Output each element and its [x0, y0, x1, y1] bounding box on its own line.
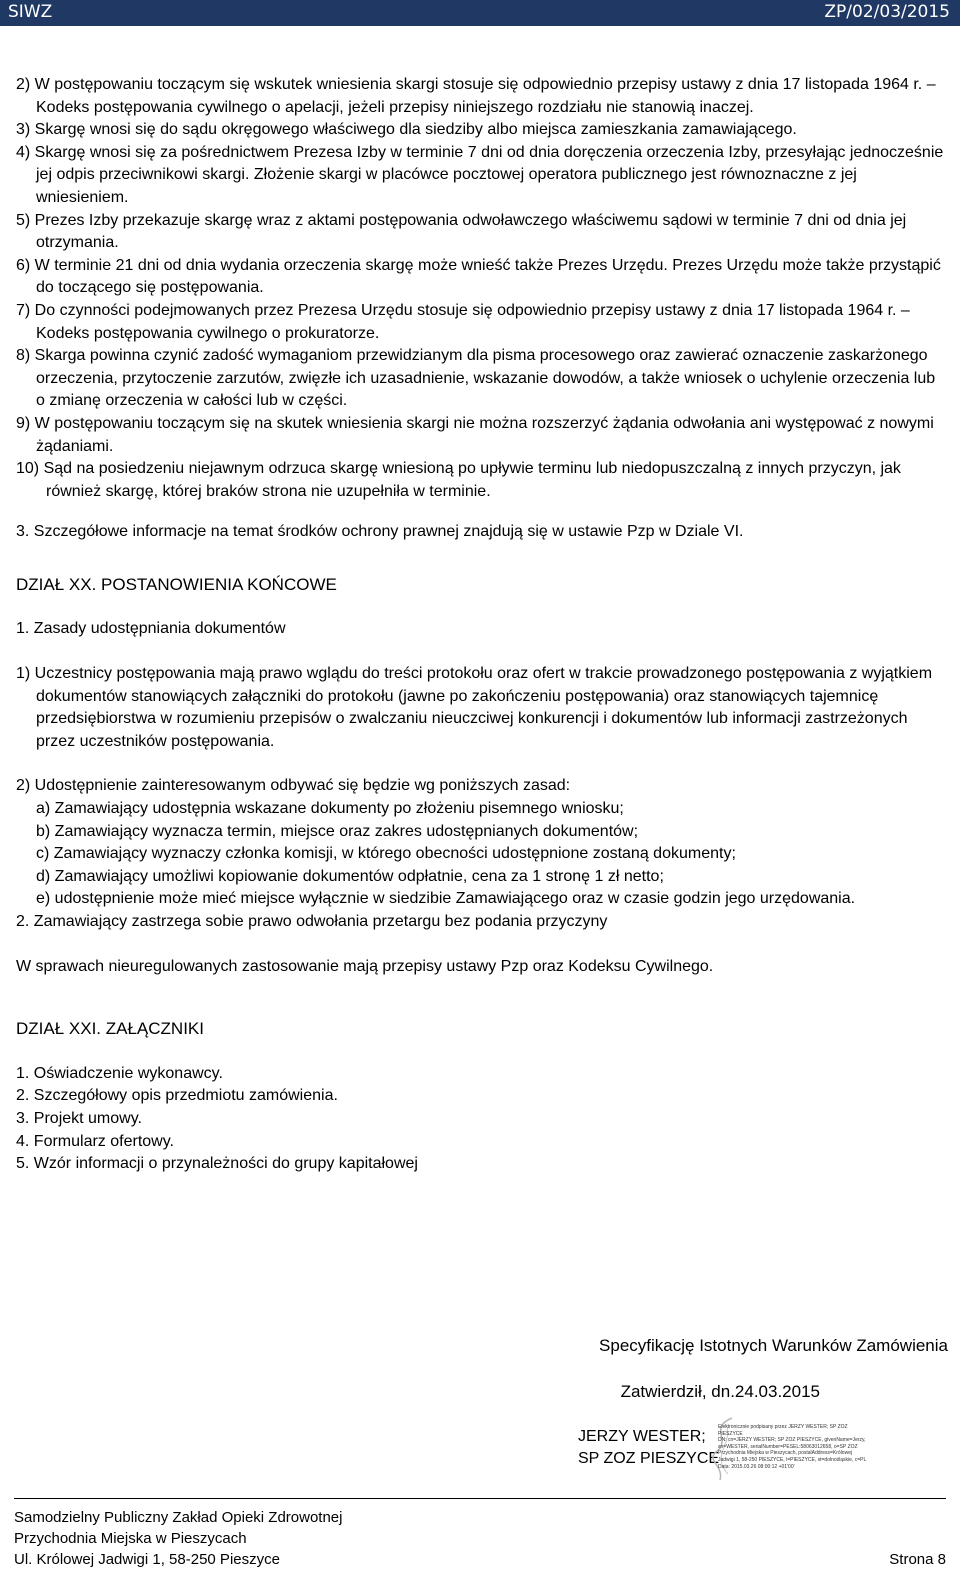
access-rule-2d: d) Zamawiający umożliwi kopiowanie dokumentów odpłatnie, cena za 1 stronę 1 zł netto; — [36, 867, 664, 885]
paragraph-6: 6) W terminie 21 dni od dnia wydania orzeczenia skargę może wnieść także Prezes Urzędu. Prezes Urzędu może także przystąpić do toczącego się postępowania. — [16, 256, 941, 297]
legal-remedies-note: 3. Szczegółowe informacje na temat środków ochrony prawnej znajdują się w ustawie Pzp w Dziale VI. — [16, 523, 744, 541]
signature-detail-line: DN: cn=JERZY WESTER; SP ZOZ PIESZYCE, givenName=Jerzy, — [718, 1437, 866, 1444]
signature-detail-line: Przychodnia Miejska w Pieszycach, postalAddress=Królowej — [718, 1450, 853, 1457]
signature-detail-line: Jadwigi 1, 58-250 PIESZYCE, l=PIESZYCE, st=dolnośląskie, c=PL — [718, 1456, 867, 1463]
paragraph-10: 10) Sąd na posiedzeniu niejawnym odrzuca skargę wniesioną po upływie terminu lub niedopuszczalną z innych przyczyn, jak również skargę, której braków strona nie uzupełniła w terminie. — [16, 460, 901, 500]
digital-signature-details — [718, 1424, 950, 1470]
document-body — [16, 74, 946, 1176]
footer-clinic: Przychodnia Miejska w Pieszycach — [14, 1530, 247, 1547]
access-rule-1: 1) Uczestnicy postępowania mają prawo wglądu do treści protokołu oraz ofert w trakcie prowadzonego postępowania z wyjątkiem dokumentów stanowiących załączniki do protokołu (jawne po zakończeniu postępowania) oraz stanowiących tajemnicę przedsiębiorstwa w rozumieniu przepisów o zwalczaniu nieuczciwej konkurencji i dokumentów lub informacji zastrzeżonych przez uczestników postępowania. — [16, 665, 933, 750]
section-21-heading: DZIAŁ XXI. ZAŁĄCZNIKI — [16, 1019, 204, 1039]
paragraph-4: 4) Skargę wnosi się za pośrednictwem Prezesa Izby w terminie 7 dni od dnia doręczenia orzeczenia Izby, przesyłając jednocześnie jej odpis przeciwnikowi skargi. Złożenie skargi w placówce pocztowej operatora publicznego jest równoznaczne z jej wniesieniem. — [16, 143, 944, 206]
paragraph-5: 5) Prezes Izby przekazuje skargę wraz z aktami postępowania odwoławczego właściwemu sądowi w terminie 7 dni od dnia jej otrzymania. — [16, 211, 907, 252]
section-20-heading: DZIAŁ XX. POSTANOWIENIA KOŃCOWE — [16, 574, 337, 594]
signature-detail-line: sn=WESTER, serialNumber=PESEL:58063012658, o=SP ZOZ — [718, 1443, 858, 1450]
signature-detail-line: Data: 2015.03.26 08:00:12 +01'00' — [718, 1463, 795, 1470]
attachment-item: 3. Projekt umowy. — [16, 1109, 142, 1127]
access-rule-2a: a) Zamawiający udostępnia wskazane dokumenty po złożeniu pisemnego wniosku; — [36, 800, 624, 818]
signer-name — [578, 1426, 719, 1470]
page-number: Strona 8 — [889, 1551, 946, 1568]
access-rule-2e: e) udostępnienie może mieć miejsce wyłącznie w siedzibie Zamawiającego oraz w czasie godzin jego urzędowania. — [36, 890, 856, 908]
page-header — [0, 0, 960, 26]
paragraph-9: 9) W postępowaniu toczącym się na skutek wniesienia skargi nie można rozszerzyć żądania odwołania ani występować z nowymi żądaniami. — [16, 414, 934, 455]
closing-statement: W sprawach nieuregulowanych zastosowanie mają przepisy ustawy Pzp oraz Kodeksu Cywilnego. — [16, 957, 714, 975]
page-footer — [14, 1498, 946, 1570]
signer-name-line-1: JERZY WESTER; — [578, 1428, 706, 1445]
footer-address: Ul. Królowej Jadwigi 1, 58-250 Pieszyce — [14, 1551, 280, 1568]
access-rule-2b: b) Zamawiający wyznacza termin, miejsce oraz zakres udostępnianych dokumentów; — [36, 822, 639, 840]
attachment-item: 5. Wzór informacji o przynależności do grupy kapitałowej — [16, 1155, 418, 1173]
access-rule-2c: c) Zamawiający wyznaczy członka komisji, w którego obecności udostępnione zostaną dokumenty; — [36, 845, 736, 863]
header-doc-type: SIWZ — [8, 2, 53, 22]
attachment-item: 2. Szczegółowy opis przedmiotu zamówienia. — [16, 1087, 338, 1105]
attachment-item: 1. Oświadczenie wykonawcy. — [16, 1064, 223, 1082]
footer-institution: Samodzielny Publiczny Zakład Opieki Zdrowotnej — [14, 1509, 343, 1526]
signature-detail-line: Elektronicznie podpisany przez JERZY WESTER; SP ZOZ — [718, 1424, 848, 1430]
signature-block — [0, 1330, 960, 1480]
signature-title: Specyfikację Istotnych Warunków Zamówienia — [599, 1336, 948, 1355]
header-reference-number: ZP/02/03/2015 — [824, 2, 950, 22]
paragraph-7: 7) Do czynności podejmowanych przez Prezesa Urzędu stosuje się odpowiednio przepisy ustawy z dnia 17 listopada 1964 r. – Kodeks postępowania cywilnego o prokuratorze. — [16, 301, 910, 342]
signature-detail-line: PIESZYCE — [718, 1430, 743, 1437]
approval-date: Zatwierdził, dn.24.03.2015 — [620, 1382, 820, 1401]
section-20-subheading-1: 1. Zasady udostępniania dokumentów — [16, 620, 286, 638]
signer-name-line-2: SP ZOZ PIESZYCE — [578, 1450, 720, 1467]
paragraph-8: 8) Skarga powinna czynić zadość wymaganiom przewidzianym dla pisma procesowego oraz zawierać oznaczenie zaskarżonego orzeczenia, przytoczenie zarzutów, zwięzłe ich uzasadnienie, wskazanie dowodów, a także wniosek o uchylenie orzeczenia lub o zmianę orzeczenia w całości lub w części. — [16, 347, 936, 410]
paragraph-2: 2) W postępowaniu toczącym się wskutek wniesienia skargi stosuje się odpowiednio przepisy ustawy z dnia 17 listopada 1964 r. – Kodeks postępowania cywilnego o apelacji, jeżeli przepisy niniejszego rozdziału nie stanowią inaczej. — [16, 76, 936, 116]
access-rule-2: 2) Udostępnienie zainteresowanym odbywać się będzie wg poniższych zasad: — [16, 777, 571, 795]
section-20-subheading-2: 2. Zamawiający zastrzega sobie prawo odwołania przetargu bez podania przyczyny — [16, 913, 608, 930]
attachment-item: 4. Formularz ofertowy. — [16, 1132, 174, 1150]
paragraph-3: 3) Skargę wnosi się do sądu okręgowego właściwego dla siedziby albo miejsca zamieszkania zamawiającego. — [16, 121, 797, 139]
